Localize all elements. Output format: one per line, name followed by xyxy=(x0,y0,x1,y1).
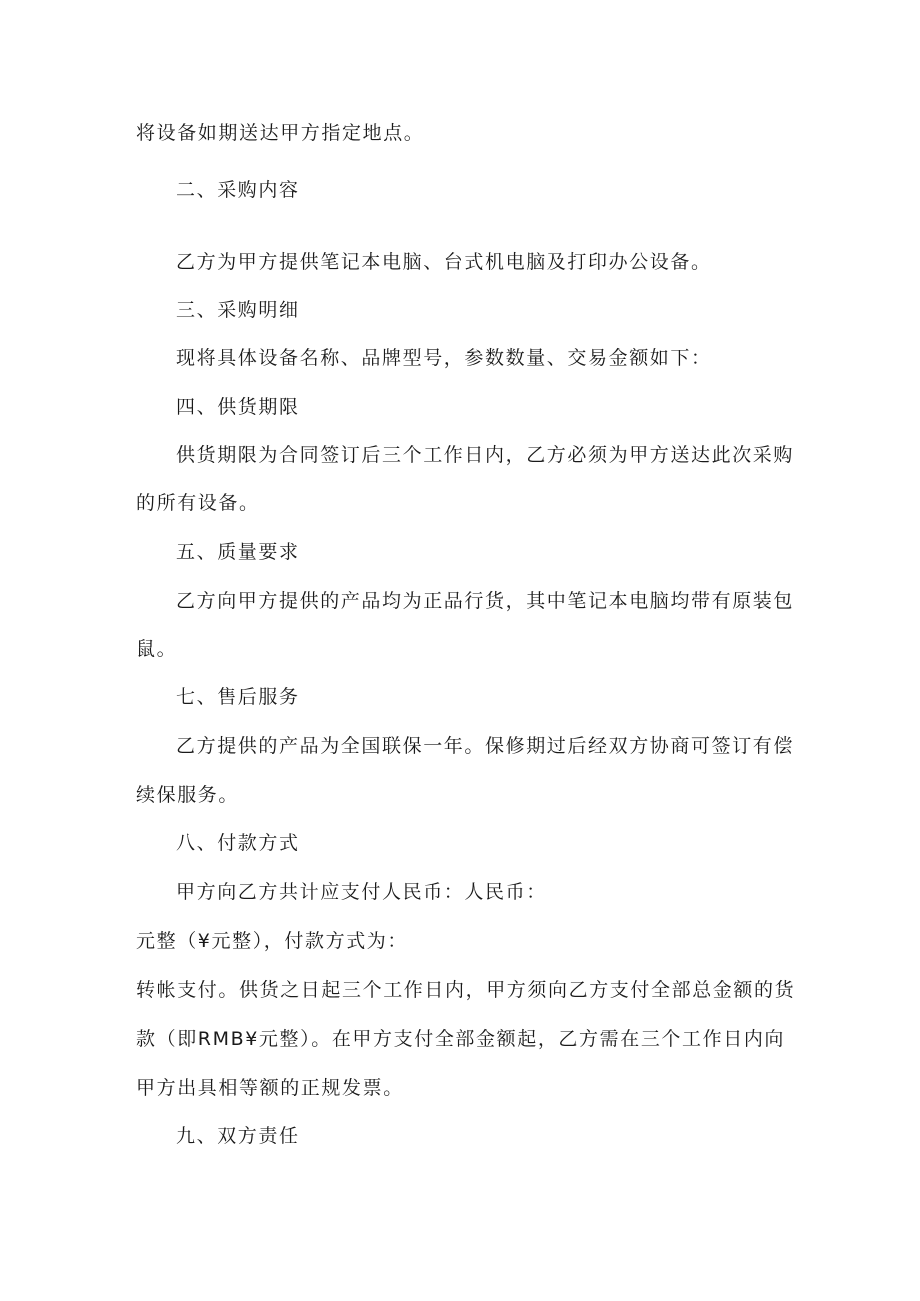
section-heading-9: 九、双方责任 xyxy=(176,1125,300,1147)
paragraph-line: 甲方出具相等额的正规发票。 xyxy=(136,1077,404,1099)
section-heading-4: 四、供货期限 xyxy=(176,396,300,418)
paragraph-line: 续保服务。 xyxy=(136,784,240,806)
section-heading-5: 五、质量要求 xyxy=(176,541,300,563)
paragraph-line: 鼠。 xyxy=(136,638,178,660)
section-heading-2: 二、采购内容 xyxy=(176,179,300,201)
paragraph: 乙方为甲方提供笔记本电脑、台式机电脑及打印办公设备。 xyxy=(176,251,712,273)
section-heading-7: 七、售后服务 xyxy=(176,686,300,708)
section-heading-3: 三、采购明细 xyxy=(176,299,300,321)
paragraph: 现将具体设备名称、品牌型号，参数数量、交易金额如下： xyxy=(176,347,712,369)
paragraph-line: 甲方向乙方共计应支付人民币：人民币： xyxy=(176,881,547,903)
paragraph-line: 转帐支付。供货之日起三个工作日内，甲方须向乙方支付全部总金额的货 xyxy=(136,979,796,1001)
section-heading-8: 八、付款方式 xyxy=(176,832,300,854)
paragraph-line: 款（即RMB¥元整）。在甲方支付全部金额起，乙方需在三个工作日内向 xyxy=(136,1028,786,1050)
paragraph-line: 乙方向甲方提供的产品均为正品行货，其中笔记本电脑均带有原装包 xyxy=(176,590,795,612)
paragraph-line: 元整（¥元整），付款方式为： xyxy=(136,930,408,952)
paragraph-continuation: 将设备如期送达甲方指定地点。 xyxy=(136,122,425,144)
paragraph-line: 的所有设备。 xyxy=(136,492,260,514)
paragraph-line: 乙方提供的产品为全国联保一年。保修期过后经双方协商可签订有偿 xyxy=(176,735,795,757)
paragraph-line: 供货期限为合同签订后三个工作日内，乙方必须为甲方送达此次采购 xyxy=(176,444,795,466)
